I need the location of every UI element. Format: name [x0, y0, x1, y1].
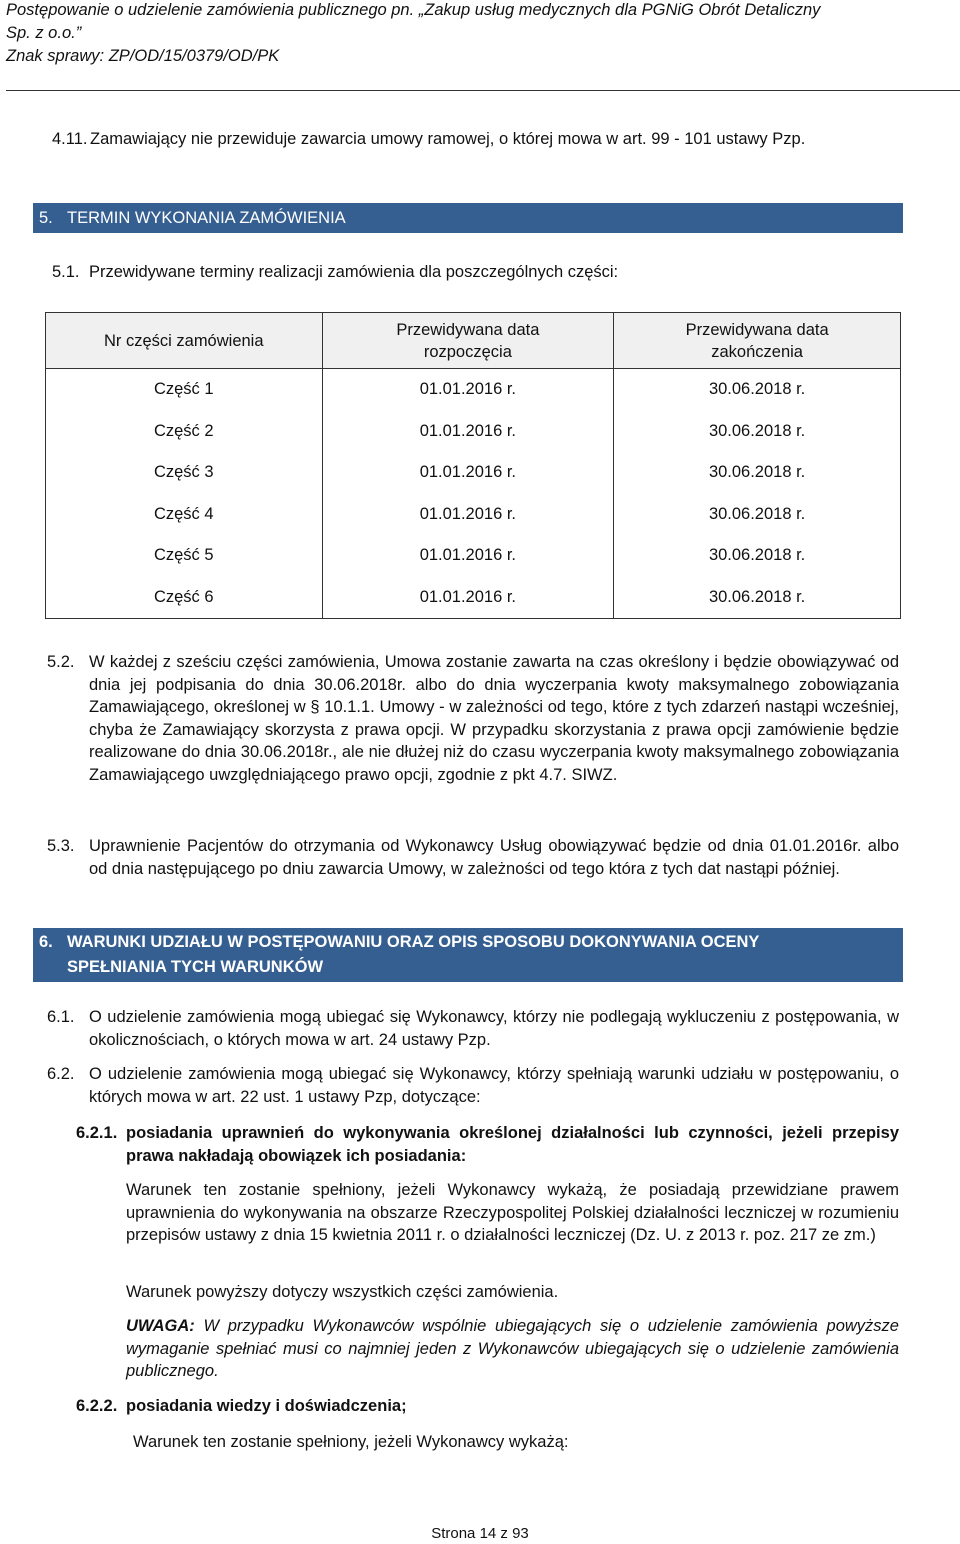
table-row	[46, 494, 901, 536]
table-header-row	[46, 313, 901, 369]
p-4-11-number: 4.11.	[52, 130, 88, 148]
cell-end-date: 30.06.2018 r.	[614, 494, 901, 536]
table-row	[46, 452, 901, 494]
header-title-line1: Postępowanie o udzielenie zamówienia publicznego pn. „Zakup usług medycznych dla PGNiG Obrót Detaliczny	[6, 1, 821, 19]
header-divider	[6, 90, 960, 91]
section-5-number: 5.	[39, 209, 53, 227]
header-case-number: Znak sprawy: ZP/OD/15/0379/OD/PK	[6, 47, 280, 65]
cell-end-date: 30.06.2018 r.	[614, 369, 901, 411]
cell-start-date: 01.01.2016 r.	[322, 494, 614, 536]
table-header-part: Nr części zamówienia	[46, 313, 323, 369]
cell-part: Część 6	[46, 577, 323, 619]
table-header-end-label: Przewidywana data zakończenia	[685, 320, 829, 361]
p-6-2-2-text: Warunek ten zostanie spełniony, jeżeli Wykonawcy wykażą:	[133, 1433, 569, 1451]
cell-part: Część 3	[46, 452, 323, 494]
section-6-title-line2: SPEŁNIANIA TYCH WARUNKÓW	[67, 958, 324, 976]
cell-start-date: 01.01.2016 r.	[322, 577, 614, 619]
cell-part: Część 2	[46, 411, 323, 453]
table-row	[46, 577, 901, 619]
table-body	[46, 369, 901, 619]
schedule-table	[45, 312, 901, 619]
cell-start-date: 01.01.2016 r.	[322, 411, 614, 453]
section-5-heading	[33, 203, 903, 233]
cell-end-date: 30.06.2018 r.	[614, 535, 901, 577]
page-number: Strona 14 z 93	[431, 1525, 529, 1542]
table-header-start-label: Przewidywana data rozpoczęcia	[396, 320, 540, 361]
section-6-title-line1: WARUNKI UDZIAŁU W POSTĘPOWANIU ORAZ OPIS SPOSOBU DOKONYWANIA OCENY	[67, 933, 760, 951]
p-5-1-text: Przewidywane terminy realizacji zamówienia dla poszczególnych części:	[89, 263, 619, 281]
section-6-number: 6.	[39, 933, 53, 951]
p-6-2-2-title: posiadania wiedzy i doświadczenia;	[126, 1397, 407, 1415]
note-label: UWAGA:	[126, 1317, 195, 1335]
p-6-2-1-title: posiadania uprawnień do wykonywania określonej działalności lub czynności, jeżeli przepisy prawa nakładają obowiązek ich posiadania:	[126, 1124, 899, 1165]
table-header-start	[322, 313, 614, 369]
p-6-2-number: 6.2.	[47, 1065, 75, 1083]
section-5-title: TERMIN WYKONANIA ZAMÓWIENIA	[67, 209, 346, 227]
p-6-2-2-number: 6.2.2.	[76, 1397, 118, 1415]
p-6-2-1-text: Warunek ten zostanie spełniony, jeżeli Wykonawcy wykażą, że posiadają przewidziane prawem uprawnienia do wykonywania na obszarze Rzeczypospolitej Polskiej działalności leczniczej w rozumieniu przepisów ustawy z dnia 15 kwietnia 2011 r. o działalności leczniczej (Dz. U. z 2013 r. poz. 217 ze zm.)	[126, 1181, 899, 1245]
cell-part: Część 4	[46, 494, 323, 536]
cell-part: Część 1	[46, 369, 323, 411]
p-5-3-text: Uprawnienie Pacjentów do otrzymania od Wykonawcy Usług obowiązywać będzie od dnia 01.01.2016r. albo od dnia następującego po dniu zawarcia Umowy, w zależności od tego która z tych dat nastąpi później.	[89, 837, 899, 878]
p-5-3-number: 5.3.	[47, 837, 75, 855]
table-row	[46, 369, 901, 411]
table-row	[46, 535, 901, 577]
cell-end-date: 30.06.2018 r.	[614, 452, 901, 494]
header-title-line2: Sp. z o.o.”	[6, 24, 82, 42]
cell-end-date: 30.06.2018 r.	[614, 411, 901, 453]
p-4-11-text: Zamawiający nie przewiduje zawarcia umowy ramowej, o której mowa w art. 99 - 101 ustawy Pzp.	[90, 130, 806, 148]
p-6-2-text: O udzielenie zamówienia mogą ubiegać się Wykonawcy, którzy spełniają warunki udziału w postępowaniu, o których mowa w art. 22 ust. 1 ustawy Pzp, dotyczące:	[89, 1065, 899, 1106]
p-5-2-number: 5.2.	[47, 653, 75, 671]
cell-end-date: 30.06.2018 r.	[614, 577, 901, 619]
note-text: W przypadku Wykonawców wspólnie ubiegających się o udzielenie zamówienia powyższe wymaganie spełniać musi co najmniej jeden z Wykonawców ubiegających się o udzielenie zamówienia publicznego.	[126, 1317, 899, 1381]
cell-start-date: 01.01.2016 r.	[322, 452, 614, 494]
p-6-1-text: O udzielenie zamówienia mogą ubiegać się Wykonawcy, którzy nie podlegają wykluczeniu z postępowania, w okolicznościach, o których mowa w art. 24 ustawy Pzp.	[89, 1008, 899, 1049]
table-row	[46, 411, 901, 453]
p-5-2-text: W każdej z sześciu części zamówienia, Umowa zostanie zawarta na czas określony i będzie obowiązywać od dnia jej podpisania do dnia 30.06.2018r. albo do dnia wyczerpania kwoty maksymalnego zobowiązania Zamawiającego, określonej w § 10.1.1. Umowy - w zależności od tego, które z tych zdarzeń nastąpi wcześniej, chyba że Zamawiający skorzysta z prawa opcji. W przypadku skorzystania z prawa opcji zamówienie będzie realizowane do dnia 30.06.2018r., ale nie dłużej niż do czasu wyczerpania kwoty maksymalnego zobowiązania Zamawiającego uwzględniającego prawo opcji, zgodnie z pkt 4.7. SIWZ.	[89, 653, 899, 784]
section-6-heading	[33, 928, 903, 982]
cell-start-date: 01.01.2016 r.	[322, 369, 614, 411]
p-5-1-number: 5.1.	[52, 263, 80, 281]
p-6-2-1-number: 6.2.1.	[76, 1124, 118, 1142]
p-6-2-1-note	[126, 1315, 899, 1383]
p-6-1-number: 6.1.	[47, 1008, 75, 1026]
p-6-2-1-scope: Warunek powyższy dotyczy wszystkich części zamówienia.	[126, 1283, 559, 1301]
cell-part: Część 5	[46, 535, 323, 577]
table-header-end	[614, 313, 901, 369]
cell-start-date: 01.01.2016 r.	[322, 535, 614, 577]
